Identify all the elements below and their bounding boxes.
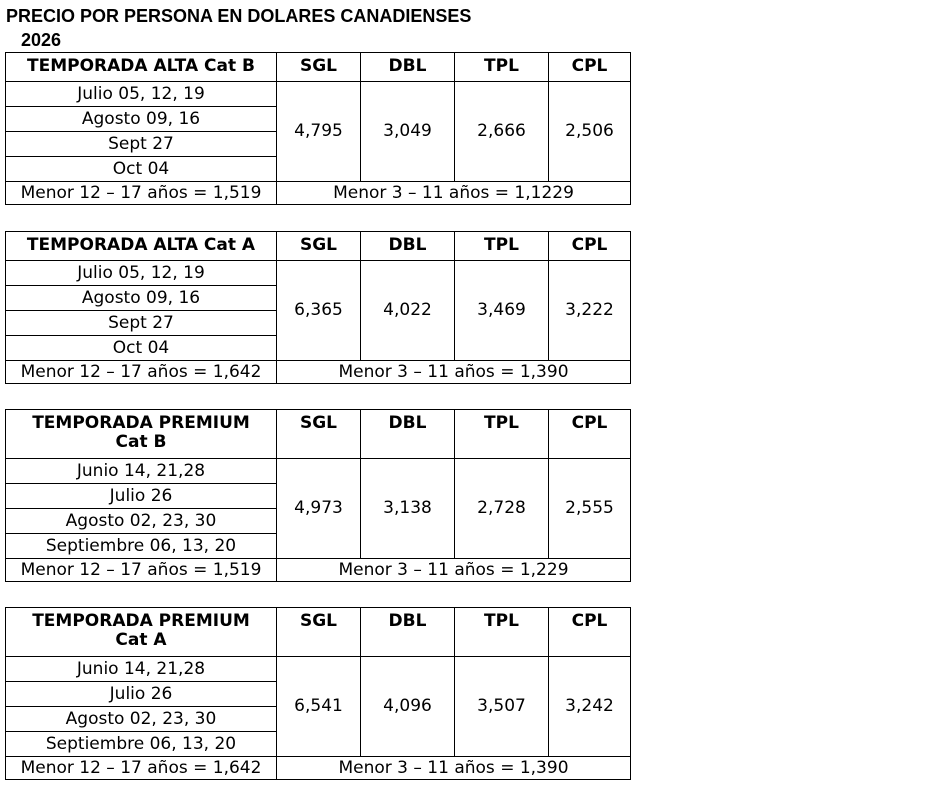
date-cell: Julio 26 bbox=[6, 484, 277, 509]
date-cell: Junio 14, 21,28 bbox=[6, 657, 277, 682]
price-tpl: 2,728 bbox=[455, 459, 549, 559]
season-header bbox=[6, 608, 277, 657]
date-cell: Sept 27 bbox=[6, 132, 277, 157]
price-sgl: 6,365 bbox=[277, 261, 361, 361]
minor-3-11-price: Menor 3 – 11 años = 1,390 bbox=[277, 757, 631, 780]
date-cell: Agosto 02, 23, 30 bbox=[6, 509, 277, 534]
price-tpl: 3,469 bbox=[455, 261, 549, 361]
season-header bbox=[6, 410, 277, 459]
col-header-sgl: SGL bbox=[277, 53, 361, 82]
minor-12-17-price: Menor 12 – 17 años = 1,519 bbox=[6, 559, 277, 582]
price-dbl: 3,138 bbox=[361, 459, 455, 559]
minor-12-17-price: Menor 12 – 17 años = 1,642 bbox=[6, 757, 277, 780]
minor-12-17-price: Menor 12 – 17 años = 1,519 bbox=[6, 182, 277, 205]
col-header-tpl: TPL bbox=[455, 608, 549, 657]
col-header-tpl: TPL bbox=[455, 232, 549, 261]
minor-3-11-price: Menor 3 – 11 años = 1,1229 bbox=[277, 182, 631, 205]
date-cell: Sept 27 bbox=[6, 311, 277, 336]
price-table-premium-cat-b bbox=[5, 409, 631, 582]
price-cpl: 2,555 bbox=[549, 459, 631, 559]
minor-12-17-price: Menor 12 – 17 años = 1,642 bbox=[6, 361, 277, 384]
date-cell: Julio 05, 12, 19 bbox=[6, 261, 277, 286]
col-header-tpl: TPL bbox=[455, 53, 549, 82]
col-header-dbl: DBL bbox=[361, 232, 455, 261]
price-sgl: 4,795 bbox=[277, 82, 361, 182]
col-header-dbl: DBL bbox=[361, 608, 455, 657]
col-header-dbl: DBL bbox=[361, 410, 455, 459]
price-dbl: 4,096 bbox=[361, 657, 455, 757]
col-header-dbl: DBL bbox=[361, 53, 455, 82]
page-title: PRECIO POR PERSONA EN DOLARES CANADIENSES bbox=[6, 6, 472, 26]
price-sgl: 4,973 bbox=[277, 459, 361, 559]
col-header-tpl: TPL bbox=[455, 410, 549, 459]
price-table-alta-cat-b bbox=[5, 52, 631, 205]
price-cpl: 3,242 bbox=[549, 657, 631, 757]
season-line-2: Cat B bbox=[115, 432, 167, 452]
price-tpl: 3,507 bbox=[455, 657, 549, 757]
col-header-sgl: SGL bbox=[277, 232, 361, 261]
col-header-sgl: SGL bbox=[277, 608, 361, 657]
year-label: 2026 bbox=[21, 30, 62, 50]
price-cpl: 3,222 bbox=[549, 261, 631, 361]
col-header-cpl: CPL bbox=[549, 410, 631, 459]
date-cell: Agosto 02, 23, 30 bbox=[6, 707, 277, 732]
price-cpl: 2,506 bbox=[549, 82, 631, 182]
price-tpl: 2,666 bbox=[455, 82, 549, 182]
col-header-cpl: CPL bbox=[549, 232, 631, 261]
date-cell: Oct 04 bbox=[6, 336, 277, 361]
col-header-cpl: CPL bbox=[549, 608, 631, 657]
date-cell: Septiembre 06, 13, 20 bbox=[6, 732, 277, 757]
date-cell: Oct 04 bbox=[6, 157, 277, 182]
minor-3-11-price: Menor 3 – 11 años = 1,229 bbox=[277, 559, 631, 582]
season-line-2: Cat A bbox=[115, 630, 167, 650]
date-cell: Septiembre 06, 13, 20 bbox=[6, 534, 277, 559]
season-header: TEMPORADA ALTA Cat B bbox=[6, 53, 277, 82]
date-cell: Agosto 09, 16 bbox=[6, 286, 277, 311]
date-cell: Agosto 09, 16 bbox=[6, 107, 277, 132]
price-sgl: 6,541 bbox=[277, 657, 361, 757]
col-header-sgl: SGL bbox=[277, 410, 361, 459]
date-cell: Junio 14, 21,28 bbox=[6, 459, 277, 484]
minor-3-11-price: Menor 3 – 11 años = 1,390 bbox=[277, 361, 631, 384]
season-header: TEMPORADA ALTA Cat A bbox=[6, 232, 277, 261]
price-table-alta-cat-a bbox=[5, 231, 631, 384]
price-dbl: 4,022 bbox=[361, 261, 455, 361]
price-table-premium-cat-a bbox=[5, 607, 631, 780]
season-line-1: TEMPORADA PREMIUM bbox=[32, 611, 250, 631]
price-dbl: 3,049 bbox=[361, 82, 455, 182]
season-line-1: TEMPORADA PREMIUM bbox=[32, 413, 250, 433]
date-cell: Julio 26 bbox=[6, 682, 277, 707]
date-cell: Julio 05, 12, 19 bbox=[6, 82, 277, 107]
col-header-cpl: CPL bbox=[549, 53, 631, 82]
